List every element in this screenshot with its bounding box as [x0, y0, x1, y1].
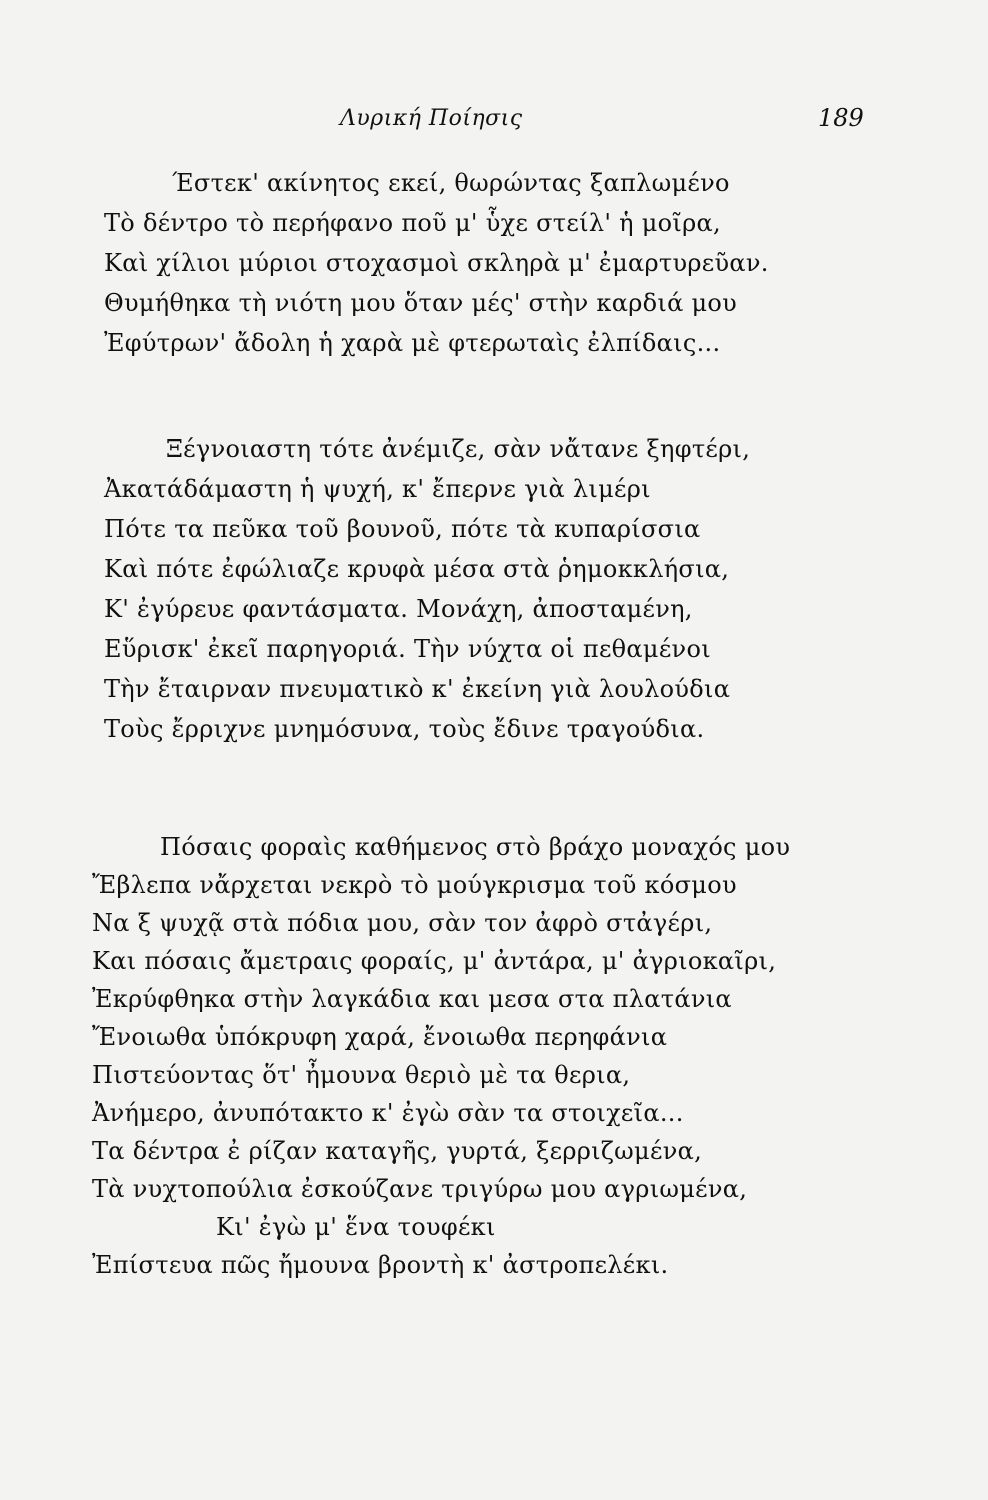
poem-line: Ἐκρύφθηκα στὴν λαγκάδια και μεσα στα πλατάνια [92, 985, 732, 1013]
poem-line: Ἔνοιωθα ὑπόκρυφη χαρά, ἔνοιωθα περηφάνια [92, 1023, 668, 1051]
page-number: 189 [818, 104, 864, 132]
poem-line: Τοὺς ἔρριχνε μνημόσυνα, τοὺς ἔδινε τραγούδια. [104, 715, 705, 743]
poem-line: Πόσαις φοραὶς καθήμενος στὸ βράχο μοναχός μου [160, 833, 791, 861]
poem-line: Καὶ πότε ἐφώλιαζε κρυφὰ μέσα στὰ ῥημοκκλήσια, [104, 555, 730, 583]
poem-line: Ἀνήμερο, ἀνυπότακτο κ' ἐγὼ σὰν τα στοιχεῖα... [92, 1099, 684, 1127]
poem-line: Ἐφύτρων' ἄδολη ἡ χαρὰ μὲ φτερωταὶς ἐλπίδαις... [104, 329, 721, 357]
running-header [0, 100, 988, 140]
poem-line: Κ' ἐγύρευε φαντάσματα. Μονάχη, ἀποσταμένη, [104, 595, 693, 623]
poem-line: Και πόσαις ἄμετραις φοραίς, μ' ἀντάρα, μ' ἀγριοκαῖρι, [92, 947, 777, 975]
poem-line: Εὕρισκ' ἐκεῖ παρηγοριά. Τὴν νύχτα οἱ πεθαμένοι [104, 635, 711, 663]
poem-line: Πότε τα πεῦκα τοῦ βουνοῦ, πότε τὰ κυπαρίσσια [104, 515, 701, 543]
poem-line: Τὴν ἔταιρναν πνευματικὸ κ' ἐκείνη γιὰ λουλούδια [104, 675, 731, 703]
poem-line: Να ξ ψυχᾷ στὰ πόδια μου, σὰν τον ἀφρὸ στἀγέρι, [92, 909, 713, 937]
poem-line: Έστεκ' ακίνητος εκεί, θωρώντας ξαπλωμένο [172, 169, 730, 197]
poem-line: Τα δέντρα ἐ ρίζαν καταγῆς, γυρτά, ξερριζωμένα, [92, 1137, 703, 1165]
poem-line: Ἐπίστευα πῶς ἤμουνα βροντὴ κ' ἀστροπελέκι. [92, 1251, 669, 1279]
poem-line: Ἀκατάδάμαστη ἡ ψυχή, κ' ἔπερνε γιὰ λιμέρι [104, 475, 651, 503]
poem-line: Πιστεύοντας ὅτ' ἦμουνα θεριὸ μὲ τα θερια, [92, 1061, 631, 1089]
poem-line: Κι' ἐγὼ μ' ἕνα τουφέκι [216, 1213, 496, 1241]
poem-line: Τὸ δέντρο τὸ περήφανο ποῦ μ' ὗχε στείλ' ἡ μοῖρα, [104, 209, 721, 237]
poem-line: Ξέγνοιαστη τότε ἀνέμιζε, σὰν νἄτανε ξηφτέρι, [166, 435, 751, 463]
poem-line: Καὶ χίλιοι μύριοι στοχασμοὶ σκληρὰ μ' ἐμαρτυρεῦαν. [104, 249, 769, 277]
poem-line: Τὰ νυχτοπούλια ἐσκούζανε τριγύρω μου αγριωμένα, [92, 1175, 748, 1203]
poem-line: Θυμήθηκα τὴ νιότη μου ὅταν μές' στὴν καρδιά μου [104, 289, 738, 317]
running-title: Λυρική Ποίησις [340, 106, 523, 131]
poem-line: Ἔβλεπα νἄρχεται νεκρὸ τὸ μούγκρισμα τοῦ κόσμου [92, 871, 737, 899]
